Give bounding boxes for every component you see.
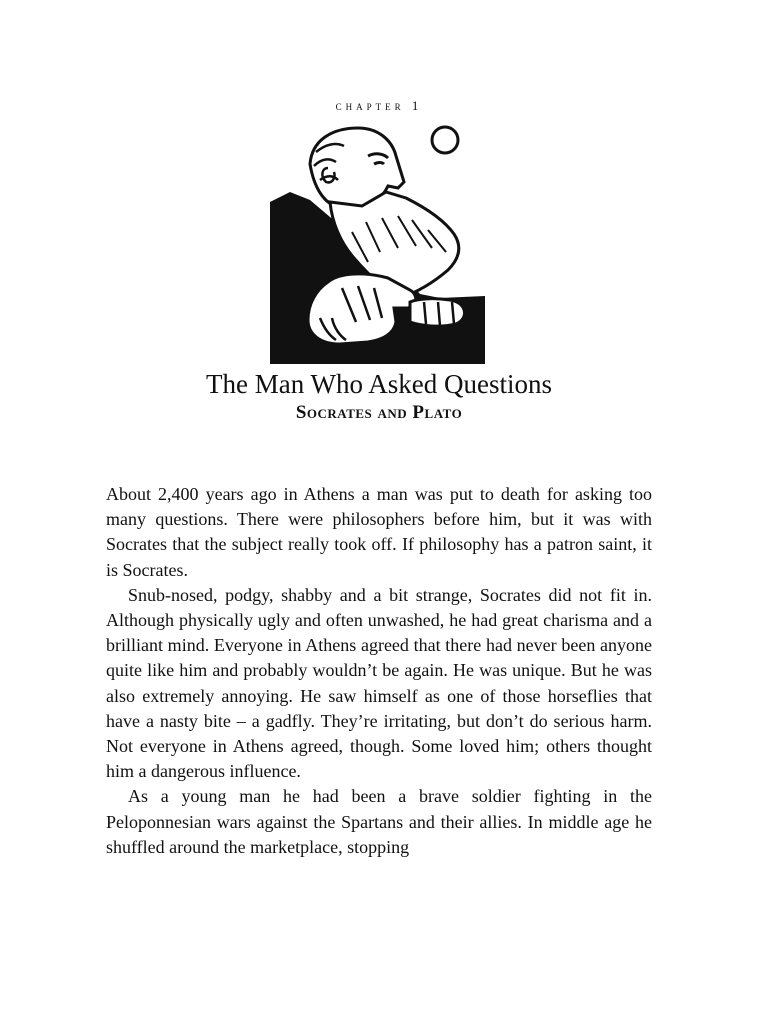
socrates-portrait-illustration: [270, 122, 488, 364]
chapter-subtitle: Socrates and Plato: [295, 402, 463, 423]
body-text: [106, 482, 652, 860]
chapter-title: The Man Who Asked Questions: [206, 369, 552, 399]
paragraph: As a young man he had been a brave soldier fighting in the Peloponnesian wars against the Spartans and their allies. In middle age he shuffled around the marketplace, stopping: [106, 786, 652, 857]
paragraph: About 2,400 years ago in Athens a man was put to death for asking too many questions. There were philosophers before him, but it was with Socrates that the subject really took off. If philosophy has a patron saint, it is Socrates.: [106, 484, 652, 580]
moon-icon: [432, 127, 458, 153]
chapter-label: chapter 1: [335, 98, 423, 113]
paragraph: Snub-nosed, podgy, shabby and a bit strange, Socrates did not fit in. Although physically ugly and often unwashed, he had great charisma and a brilliant mind. Everyone in Athens agreed that there had never been anyone quite like him and probably wouldn’t be again. He was unique. But he was also extremely annoying. He saw himself as one of those horseflies that have a nasty bite – a gadfly. They’re irritating, but don’t do serious harm. Not everyone in Athens agreed, though. Some loved him; others thought him a dangerous influence.: [106, 584, 652, 782]
